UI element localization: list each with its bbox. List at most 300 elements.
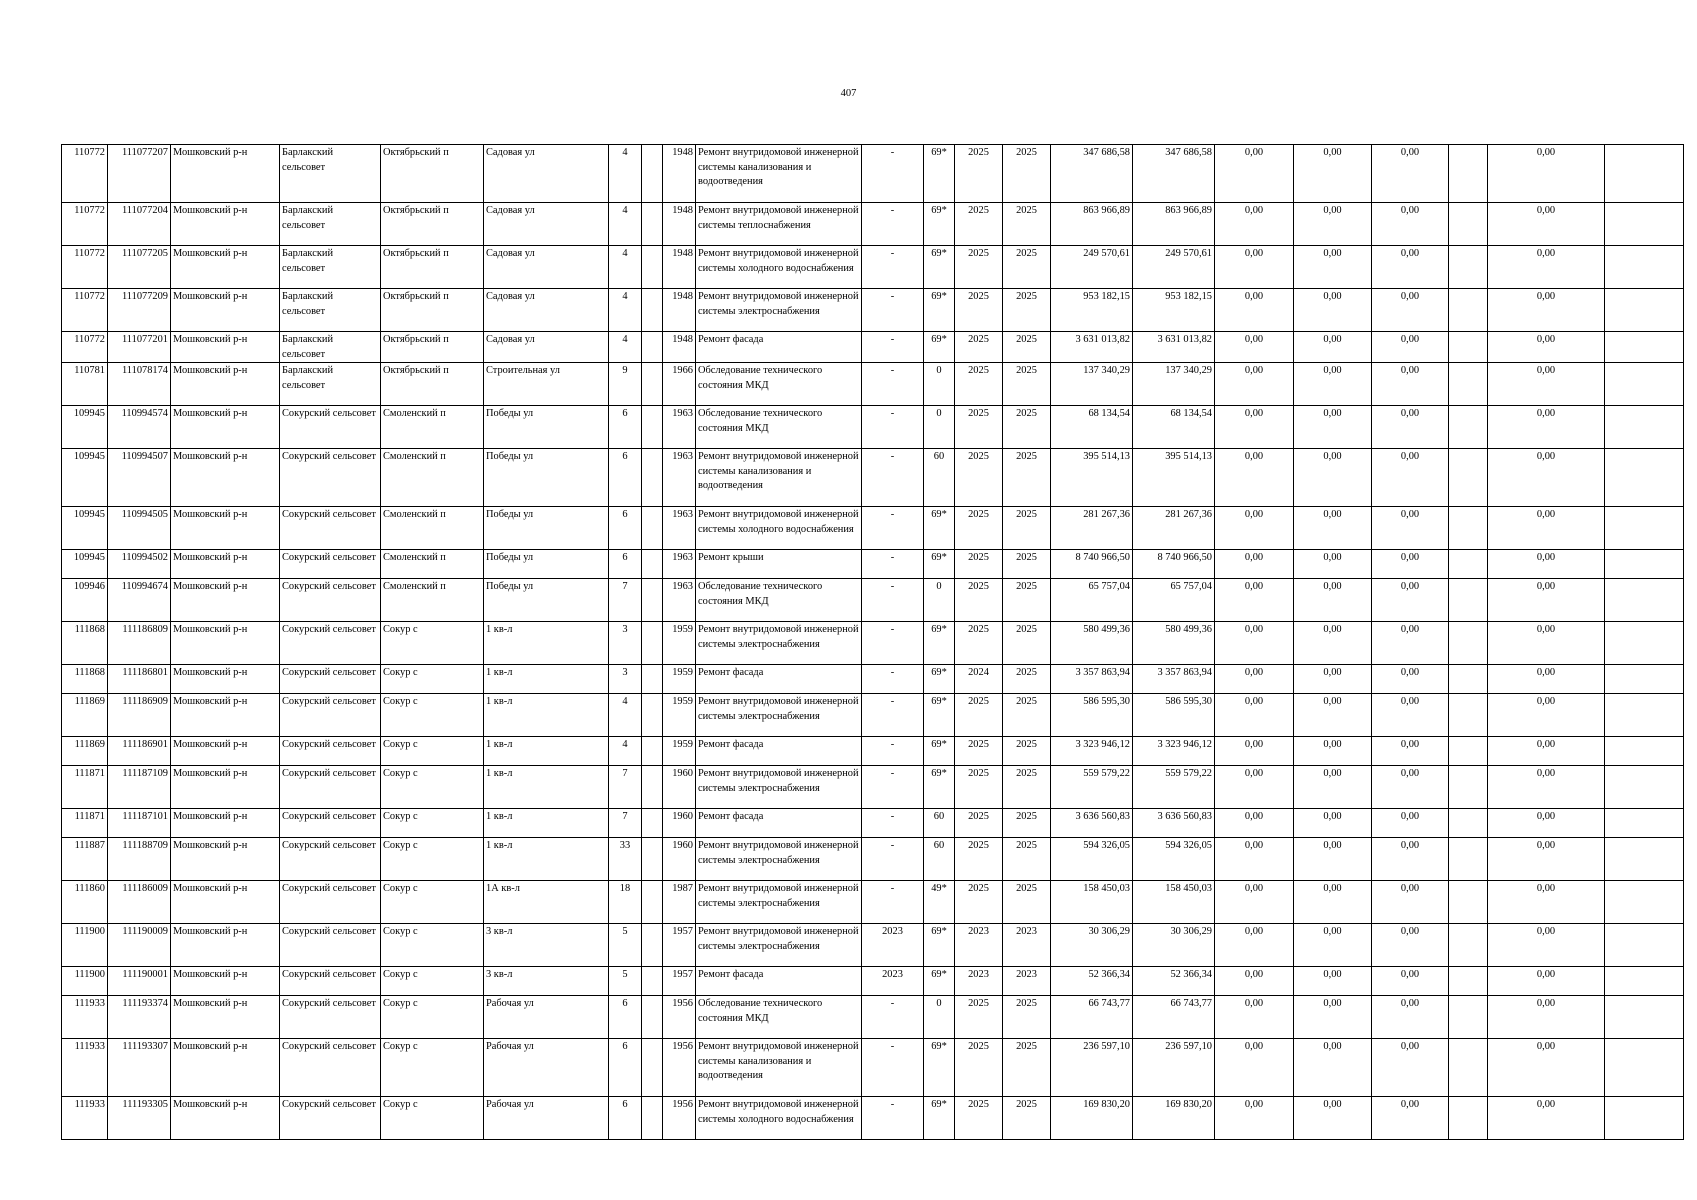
- cell-council: Сокурский сельсовет: [280, 550, 381, 579]
- cell-district: Мошковский р-н: [171, 737, 280, 766]
- cell-start-year: 2025: [955, 622, 1003, 665]
- cell-build-year: 1957: [663, 967, 696, 996]
- cell-building: [642, 449, 663, 507]
- cell-council: Сокурский сельсовет: [280, 737, 381, 766]
- cell-build-year: 1963: [663, 550, 696, 579]
- cell-amount-6: [1605, 665, 1684, 694]
- cell-wear-percent: 69*: [924, 289, 955, 332]
- cell-amount-5: 0,00: [1488, 363, 1605, 406]
- cell-amount-1: 0,00: [1215, 1039, 1294, 1097]
- cell-end-year: 2025: [1003, 406, 1051, 449]
- cell-house-number: 6: [609, 1039, 642, 1097]
- cell-amount-5: 0,00: [1488, 766, 1605, 809]
- table-row: [62, 289, 1684, 332]
- cell-amount-4: [1449, 1097, 1488, 1140]
- cell-council: Барлакский сельсовет: [280, 246, 381, 289]
- cell-total-cost: 52 366,34: [1051, 967, 1133, 996]
- cell-amount-4: [1449, 579, 1488, 622]
- cell-start-year: 2025: [955, 550, 1003, 579]
- cell-amount-6: [1605, 332, 1684, 363]
- cell-previous-repair-year: -: [862, 550, 924, 579]
- cell-house-number: 6: [609, 507, 642, 550]
- cell-work-type: Ремонт фасада: [696, 737, 862, 766]
- cell-build-year: 1948: [663, 289, 696, 332]
- cell-total-cost: 281 267,36: [1051, 507, 1133, 550]
- table-row: [62, 924, 1684, 967]
- cell-amount-3: 0,00: [1372, 838, 1449, 881]
- cell-amount-2: 0,00: [1294, 924, 1372, 967]
- cell-total-cost: 3 357 863,94: [1051, 665, 1133, 694]
- cell-total-cost: 236 597,10: [1051, 1039, 1133, 1097]
- cell-object-code: 111188709: [108, 838, 171, 881]
- cell-build-year: 1948: [663, 145, 696, 203]
- cell-end-year: 2025: [1003, 1097, 1051, 1140]
- cell-wear-percent: 60: [924, 449, 955, 507]
- cell-council: Сокурский сельсовет: [280, 622, 381, 665]
- cell-object-code: 111077209: [108, 289, 171, 332]
- cell-previous-repair-year: -: [862, 145, 924, 203]
- cell-amount-6: [1605, 622, 1684, 665]
- cell-amount-1: 0,00: [1215, 924, 1294, 967]
- cell-row-id: 110772: [62, 145, 108, 203]
- cell-build-year: 1948: [663, 246, 696, 289]
- cell-street: Рабочая ул: [484, 1039, 609, 1097]
- cell-house-number: 4: [609, 246, 642, 289]
- cell-house-number: 7: [609, 809, 642, 838]
- cell-council: Сокурский сельсовет: [280, 809, 381, 838]
- cell-amount-2: 0,00: [1294, 766, 1372, 809]
- cell-total-cost: 158 450,03: [1051, 881, 1133, 924]
- cell-locality: Октябрьский п: [381, 332, 484, 363]
- cell-end-year: 2025: [1003, 332, 1051, 363]
- cell-street: Победы ул: [484, 550, 609, 579]
- cell-council: Сокурский сельсовет: [280, 694, 381, 737]
- cell-building: [642, 579, 663, 622]
- cell-locality: Октябрьский п: [381, 203, 484, 246]
- cell-house-number: 9: [609, 363, 642, 406]
- cell-work-type: Ремонт фасада: [696, 809, 862, 838]
- cell-end-year: 2025: [1003, 203, 1051, 246]
- cell-end-year: 2023: [1003, 924, 1051, 967]
- cell-fund-amount: 8 740 966,50: [1133, 550, 1215, 579]
- cell-building: [642, 622, 663, 665]
- cell-fund-amount: 66 743,77: [1133, 996, 1215, 1039]
- cell-end-year: 2025: [1003, 579, 1051, 622]
- cell-amount-3: 0,00: [1372, 289, 1449, 332]
- cell-total-cost: 395 514,13: [1051, 449, 1133, 507]
- cell-house-number: 4: [609, 694, 642, 737]
- cell-locality: Смоленский п: [381, 550, 484, 579]
- cell-amount-1: 0,00: [1215, 406, 1294, 449]
- cell-amount-2: 0,00: [1294, 1039, 1372, 1097]
- cell-end-year: 2023: [1003, 967, 1051, 996]
- cell-amount-1: 0,00: [1215, 996, 1294, 1039]
- cell-locality: Смоленский п: [381, 507, 484, 550]
- cell-district: Мошковский р-н: [171, 145, 280, 203]
- cell-district: Мошковский р-н: [171, 665, 280, 694]
- cell-building: [642, 996, 663, 1039]
- cell-start-year: 2025: [955, 507, 1003, 550]
- cell-end-year: 2025: [1003, 766, 1051, 809]
- cell-start-year: 2025: [955, 1039, 1003, 1097]
- cell-amount-2: 0,00: [1294, 881, 1372, 924]
- cell-amount-5: 0,00: [1488, 332, 1605, 363]
- cell-build-year: 1960: [663, 766, 696, 809]
- cell-council: Барлакский сельсовет: [280, 203, 381, 246]
- cell-amount-1: 0,00: [1215, 332, 1294, 363]
- cell-district: Мошковский р-н: [171, 967, 280, 996]
- cell-work-type: Ремонт крыши: [696, 550, 862, 579]
- cell-street: Садовая ул: [484, 145, 609, 203]
- cell-amount-4: [1449, 838, 1488, 881]
- cell-amount-6: [1605, 246, 1684, 289]
- cell-amount-2: 0,00: [1294, 406, 1372, 449]
- cell-build-year: 1959: [663, 737, 696, 766]
- cell-amount-5: 0,00: [1488, 579, 1605, 622]
- cell-end-year: 2025: [1003, 289, 1051, 332]
- cell-amount-3: 0,00: [1372, 203, 1449, 246]
- cell-total-cost: 953 182,15: [1051, 289, 1133, 332]
- cell-district: Мошковский р-н: [171, 1039, 280, 1097]
- table-row: [62, 449, 1684, 507]
- cell-fund-amount: 3 323 946,12: [1133, 737, 1215, 766]
- cell-work-type: Ремонт внутридомовой инженерной системы электроснабжения: [696, 924, 862, 967]
- cell-total-cost: 65 757,04: [1051, 579, 1133, 622]
- cell-build-year: 1963: [663, 449, 696, 507]
- cell-end-year: 2025: [1003, 665, 1051, 694]
- cell-locality: Сокур с: [381, 622, 484, 665]
- cell-row-id: 110772: [62, 332, 108, 363]
- cell-previous-repair-year: -: [862, 203, 924, 246]
- cell-build-year: 1948: [663, 203, 696, 246]
- cell-start-year: 2025: [955, 449, 1003, 507]
- cell-locality: Сокур с: [381, 1039, 484, 1097]
- cell-amount-1: 0,00: [1215, 449, 1294, 507]
- cell-work-type: Обследование технического состояния МКД: [696, 363, 862, 406]
- cell-amount-6: [1605, 363, 1684, 406]
- cell-council: Сокурский сельсовет: [280, 507, 381, 550]
- cell-wear-percent: 69*: [924, 550, 955, 579]
- cell-start-year: 2025: [955, 838, 1003, 881]
- table-row: [62, 766, 1684, 809]
- cell-build-year: 1963: [663, 406, 696, 449]
- cell-amount-3: 0,00: [1372, 622, 1449, 665]
- cell-total-cost: 68 134,54: [1051, 406, 1133, 449]
- cell-object-code: 111186009: [108, 881, 171, 924]
- cell-build-year: 1956: [663, 996, 696, 1039]
- table-row: [62, 967, 1684, 996]
- table-row: [62, 406, 1684, 449]
- cell-street: 1 кв-л: [484, 766, 609, 809]
- cell-locality: Сокур с: [381, 737, 484, 766]
- cell-work-type: Ремонт внутридомовой инженерной системы канализования и водоотведения: [696, 145, 862, 203]
- cell-street: Садовая ул: [484, 203, 609, 246]
- cell-locality: Сокур с: [381, 924, 484, 967]
- cell-start-year: 2025: [955, 881, 1003, 924]
- cell-wear-percent: 69*: [924, 665, 955, 694]
- cell-previous-repair-year: 2023: [862, 924, 924, 967]
- cell-end-year: 2025: [1003, 550, 1051, 579]
- cell-end-year: 2025: [1003, 1039, 1051, 1097]
- cell-total-cost: 559 579,22: [1051, 766, 1133, 809]
- cell-work-type: Ремонт внутридомовой инженерной системы холодного водоснабжения: [696, 507, 862, 550]
- cell-amount-3: 0,00: [1372, 694, 1449, 737]
- cell-previous-repair-year: -: [862, 289, 924, 332]
- cell-object-code: 111186909: [108, 694, 171, 737]
- cell-amount-4: [1449, 809, 1488, 838]
- cell-street: 1 кв-л: [484, 665, 609, 694]
- cell-row-id: 111868: [62, 622, 108, 665]
- cell-wear-percent: 69*: [924, 145, 955, 203]
- cell-end-year: 2025: [1003, 246, 1051, 289]
- cell-work-type: Обследование технического состояния МКД: [696, 996, 862, 1039]
- cell-council: Сокурский сельсовет: [280, 1039, 381, 1097]
- cell-amount-5: 0,00: [1488, 145, 1605, 203]
- cell-locality: Сокур с: [381, 881, 484, 924]
- cell-amount-4: [1449, 737, 1488, 766]
- cell-amount-3: 0,00: [1372, 1039, 1449, 1097]
- cell-work-type: Обследование технического состояния МКД: [696, 406, 862, 449]
- cell-amount-1: 0,00: [1215, 145, 1294, 203]
- cell-amount-6: [1605, 406, 1684, 449]
- cell-work-type: Ремонт внутридомовой инженерной системы электроснабжения: [696, 694, 862, 737]
- cell-amount-2: 0,00: [1294, 809, 1372, 838]
- cell-house-number: 3: [609, 665, 642, 694]
- cell-council: Сокурский сельсовет: [280, 449, 381, 507]
- cell-amount-6: [1605, 145, 1684, 203]
- cell-object-code: 111077201: [108, 332, 171, 363]
- cell-previous-repair-year: -: [862, 406, 924, 449]
- cell-fund-amount: 52 366,34: [1133, 967, 1215, 996]
- cell-amount-1: 0,00: [1215, 967, 1294, 996]
- cell-council: Сокурский сельсовет: [280, 996, 381, 1039]
- cell-street: 1 кв-л: [484, 622, 609, 665]
- cell-street: 3 кв-л: [484, 967, 609, 996]
- cell-amount-1: 0,00: [1215, 363, 1294, 406]
- cell-build-year: 1959: [663, 622, 696, 665]
- cell-council: Сокурский сельсовет: [280, 766, 381, 809]
- cell-amount-1: 0,00: [1215, 1097, 1294, 1140]
- cell-amount-3: 0,00: [1372, 1097, 1449, 1140]
- cell-building: [642, 507, 663, 550]
- cell-build-year: 1966: [663, 363, 696, 406]
- cell-work-type: Ремонт фасада: [696, 665, 862, 694]
- cell-amount-3: 0,00: [1372, 809, 1449, 838]
- cell-amount-6: [1605, 1039, 1684, 1097]
- cell-start-year: 2025: [955, 694, 1003, 737]
- cell-amount-6: [1605, 924, 1684, 967]
- table-row: [62, 203, 1684, 246]
- cell-building: [642, 145, 663, 203]
- cell-previous-repair-year: -: [862, 737, 924, 766]
- cell-district: Мошковский р-н: [171, 203, 280, 246]
- cell-total-cost: 137 340,29: [1051, 363, 1133, 406]
- cell-amount-3: 0,00: [1372, 246, 1449, 289]
- cell-amount-4: [1449, 694, 1488, 737]
- cell-total-cost: 169 830,20: [1051, 1097, 1133, 1140]
- cell-amount-2: 0,00: [1294, 289, 1372, 332]
- cell-fund-amount: 395 514,13: [1133, 449, 1215, 507]
- cell-street: Рабочая ул: [484, 996, 609, 1039]
- cell-row-id: 111871: [62, 809, 108, 838]
- cell-amount-6: [1605, 550, 1684, 579]
- cell-amount-5: 0,00: [1488, 737, 1605, 766]
- cell-previous-repair-year: -: [862, 766, 924, 809]
- cell-building: [642, 809, 663, 838]
- cell-building: [642, 1039, 663, 1097]
- cell-total-cost: 594 326,05: [1051, 838, 1133, 881]
- cell-amount-3: 0,00: [1372, 766, 1449, 809]
- page-number: 407: [840, 88, 857, 99]
- cell-wear-percent: 69*: [924, 507, 955, 550]
- cell-row-id: 111868: [62, 665, 108, 694]
- cell-previous-repair-year: 2023: [862, 967, 924, 996]
- cell-street: 1 кв-л: [484, 694, 609, 737]
- cell-house-number: 4: [609, 737, 642, 766]
- cell-amount-3: 0,00: [1372, 737, 1449, 766]
- cell-wear-percent: 60: [924, 838, 955, 881]
- cell-row-id: 111869: [62, 737, 108, 766]
- cell-previous-repair-year: -: [862, 507, 924, 550]
- cell-fund-amount: 169 830,20: [1133, 1097, 1215, 1140]
- cell-amount-4: [1449, 550, 1488, 579]
- cell-fund-amount: 65 757,04: [1133, 579, 1215, 622]
- cell-council: Сокурский сельсовет: [280, 1097, 381, 1140]
- cell-work-type: Ремонт внутридомовой инженерной системы электроснабжения: [696, 289, 862, 332]
- cell-wear-percent: 49*: [924, 881, 955, 924]
- cell-locality: Сокур с: [381, 996, 484, 1039]
- cell-street: Рабочая ул: [484, 1097, 609, 1140]
- cell-wear-percent: 69*: [924, 246, 955, 289]
- cell-council: Сокурский сельсовет: [280, 838, 381, 881]
- cell-row-id: 111860: [62, 881, 108, 924]
- cell-amount-3: 0,00: [1372, 665, 1449, 694]
- cell-previous-repair-year: -: [862, 246, 924, 289]
- cell-amount-4: [1449, 203, 1488, 246]
- cell-fund-amount: 863 966,89: [1133, 203, 1215, 246]
- cell-amount-5: 0,00: [1488, 406, 1605, 449]
- cell-amount-3: 0,00: [1372, 550, 1449, 579]
- cell-district: Мошковский р-н: [171, 332, 280, 363]
- cell-fund-amount: 249 570,61: [1133, 246, 1215, 289]
- cell-amount-3: 0,00: [1372, 507, 1449, 550]
- cell-building: [642, 766, 663, 809]
- cell-district: Мошковский р-н: [171, 289, 280, 332]
- cell-house-number: 4: [609, 145, 642, 203]
- cell-work-type: Ремонт внутридомовой инженерной системы электроснабжения: [696, 622, 862, 665]
- cell-building: [642, 203, 663, 246]
- table-row: [62, 665, 1684, 694]
- cell-amount-1: 0,00: [1215, 579, 1294, 622]
- cell-object-code: 110994505: [108, 507, 171, 550]
- cell-previous-repair-year: -: [862, 1039, 924, 1097]
- cell-end-year: 2025: [1003, 145, 1051, 203]
- cell-locality: Октябрьский п: [381, 289, 484, 332]
- cell-object-code: 111193305: [108, 1097, 171, 1140]
- cell-build-year: 1948: [663, 332, 696, 363]
- cell-amount-2: 0,00: [1294, 507, 1372, 550]
- cell-building: [642, 550, 663, 579]
- cell-house-number: 7: [609, 579, 642, 622]
- cell-house-number: 6: [609, 449, 642, 507]
- cell-previous-repair-year: -: [862, 809, 924, 838]
- cell-row-id: 111869: [62, 694, 108, 737]
- cell-work-type: Ремонт фасада: [696, 332, 862, 363]
- cell-row-id: 109945: [62, 406, 108, 449]
- cell-wear-percent: 69*: [924, 332, 955, 363]
- cell-work-type: Обследование технического состояния МКД: [696, 579, 862, 622]
- cell-amount-2: 0,00: [1294, 246, 1372, 289]
- cell-locality: Сокур с: [381, 967, 484, 996]
- cell-amount-4: [1449, 246, 1488, 289]
- cell-start-year: 2025: [955, 766, 1003, 809]
- cell-amount-1: 0,00: [1215, 550, 1294, 579]
- cell-street: 1 кв-л: [484, 838, 609, 881]
- cell-council: Барлакский сельсовет: [280, 289, 381, 332]
- cell-row-id: 109945: [62, 449, 108, 507]
- cell-previous-repair-year: -: [862, 881, 924, 924]
- cell-amount-5: 0,00: [1488, 809, 1605, 838]
- cell-fund-amount: 281 267,36: [1133, 507, 1215, 550]
- cell-amount-1: 0,00: [1215, 203, 1294, 246]
- cell-street: 3 кв-л: [484, 924, 609, 967]
- cell-amount-2: 0,00: [1294, 665, 1372, 694]
- cell-total-cost: 249 570,61: [1051, 246, 1133, 289]
- cell-house-number: 33: [609, 838, 642, 881]
- cell-amount-5: 0,00: [1488, 289, 1605, 332]
- cell-build-year: 1987: [663, 881, 696, 924]
- table-row: [62, 145, 1684, 203]
- cell-start-year: 2025: [955, 1097, 1003, 1140]
- cell-fund-amount: 347 686,58: [1133, 145, 1215, 203]
- cell-locality: Смоленский п: [381, 579, 484, 622]
- cell-amount-5: 0,00: [1488, 622, 1605, 665]
- cell-end-year: 2025: [1003, 449, 1051, 507]
- cell-district: Мошковский р-н: [171, 622, 280, 665]
- cell-amount-1: 0,00: [1215, 246, 1294, 289]
- cell-building: [642, 246, 663, 289]
- cell-amount-5: 0,00: [1488, 1039, 1605, 1097]
- cell-amount-6: [1605, 967, 1684, 996]
- cell-amount-6: [1605, 289, 1684, 332]
- cell-amount-6: [1605, 809, 1684, 838]
- cell-total-cost: 3 631 013,82: [1051, 332, 1133, 363]
- cell-amount-4: [1449, 449, 1488, 507]
- cell-amount-6: [1605, 1097, 1684, 1140]
- table-row: [62, 1039, 1684, 1097]
- cell-amount-4: [1449, 1039, 1488, 1097]
- cell-council: Сокурский сельсовет: [280, 579, 381, 622]
- cell-locality: Октябрьский п: [381, 145, 484, 203]
- cell-house-number: 5: [609, 924, 642, 967]
- cell-street: Победы ул: [484, 507, 609, 550]
- cell-row-id: 111871: [62, 766, 108, 809]
- cell-amount-2: 0,00: [1294, 203, 1372, 246]
- cell-amount-6: [1605, 694, 1684, 737]
- cell-end-year: 2025: [1003, 737, 1051, 766]
- cell-amount-3: 0,00: [1372, 332, 1449, 363]
- cell-work-type: Ремонт внутридомовой инженерной системы холодного водоснабжения: [696, 1097, 862, 1140]
- cell-start-year: 2025: [955, 203, 1003, 246]
- cell-district: Мошковский р-н: [171, 838, 280, 881]
- cell-locality: Сокур с: [381, 766, 484, 809]
- repair-registry-table: [61, 144, 1684, 1140]
- cell-district: Мошковский р-н: [171, 363, 280, 406]
- cell-fund-amount: 580 499,36: [1133, 622, 1215, 665]
- cell-locality: Сокур с: [381, 665, 484, 694]
- cell-end-year: 2025: [1003, 694, 1051, 737]
- cell-fund-amount: 953 182,15: [1133, 289, 1215, 332]
